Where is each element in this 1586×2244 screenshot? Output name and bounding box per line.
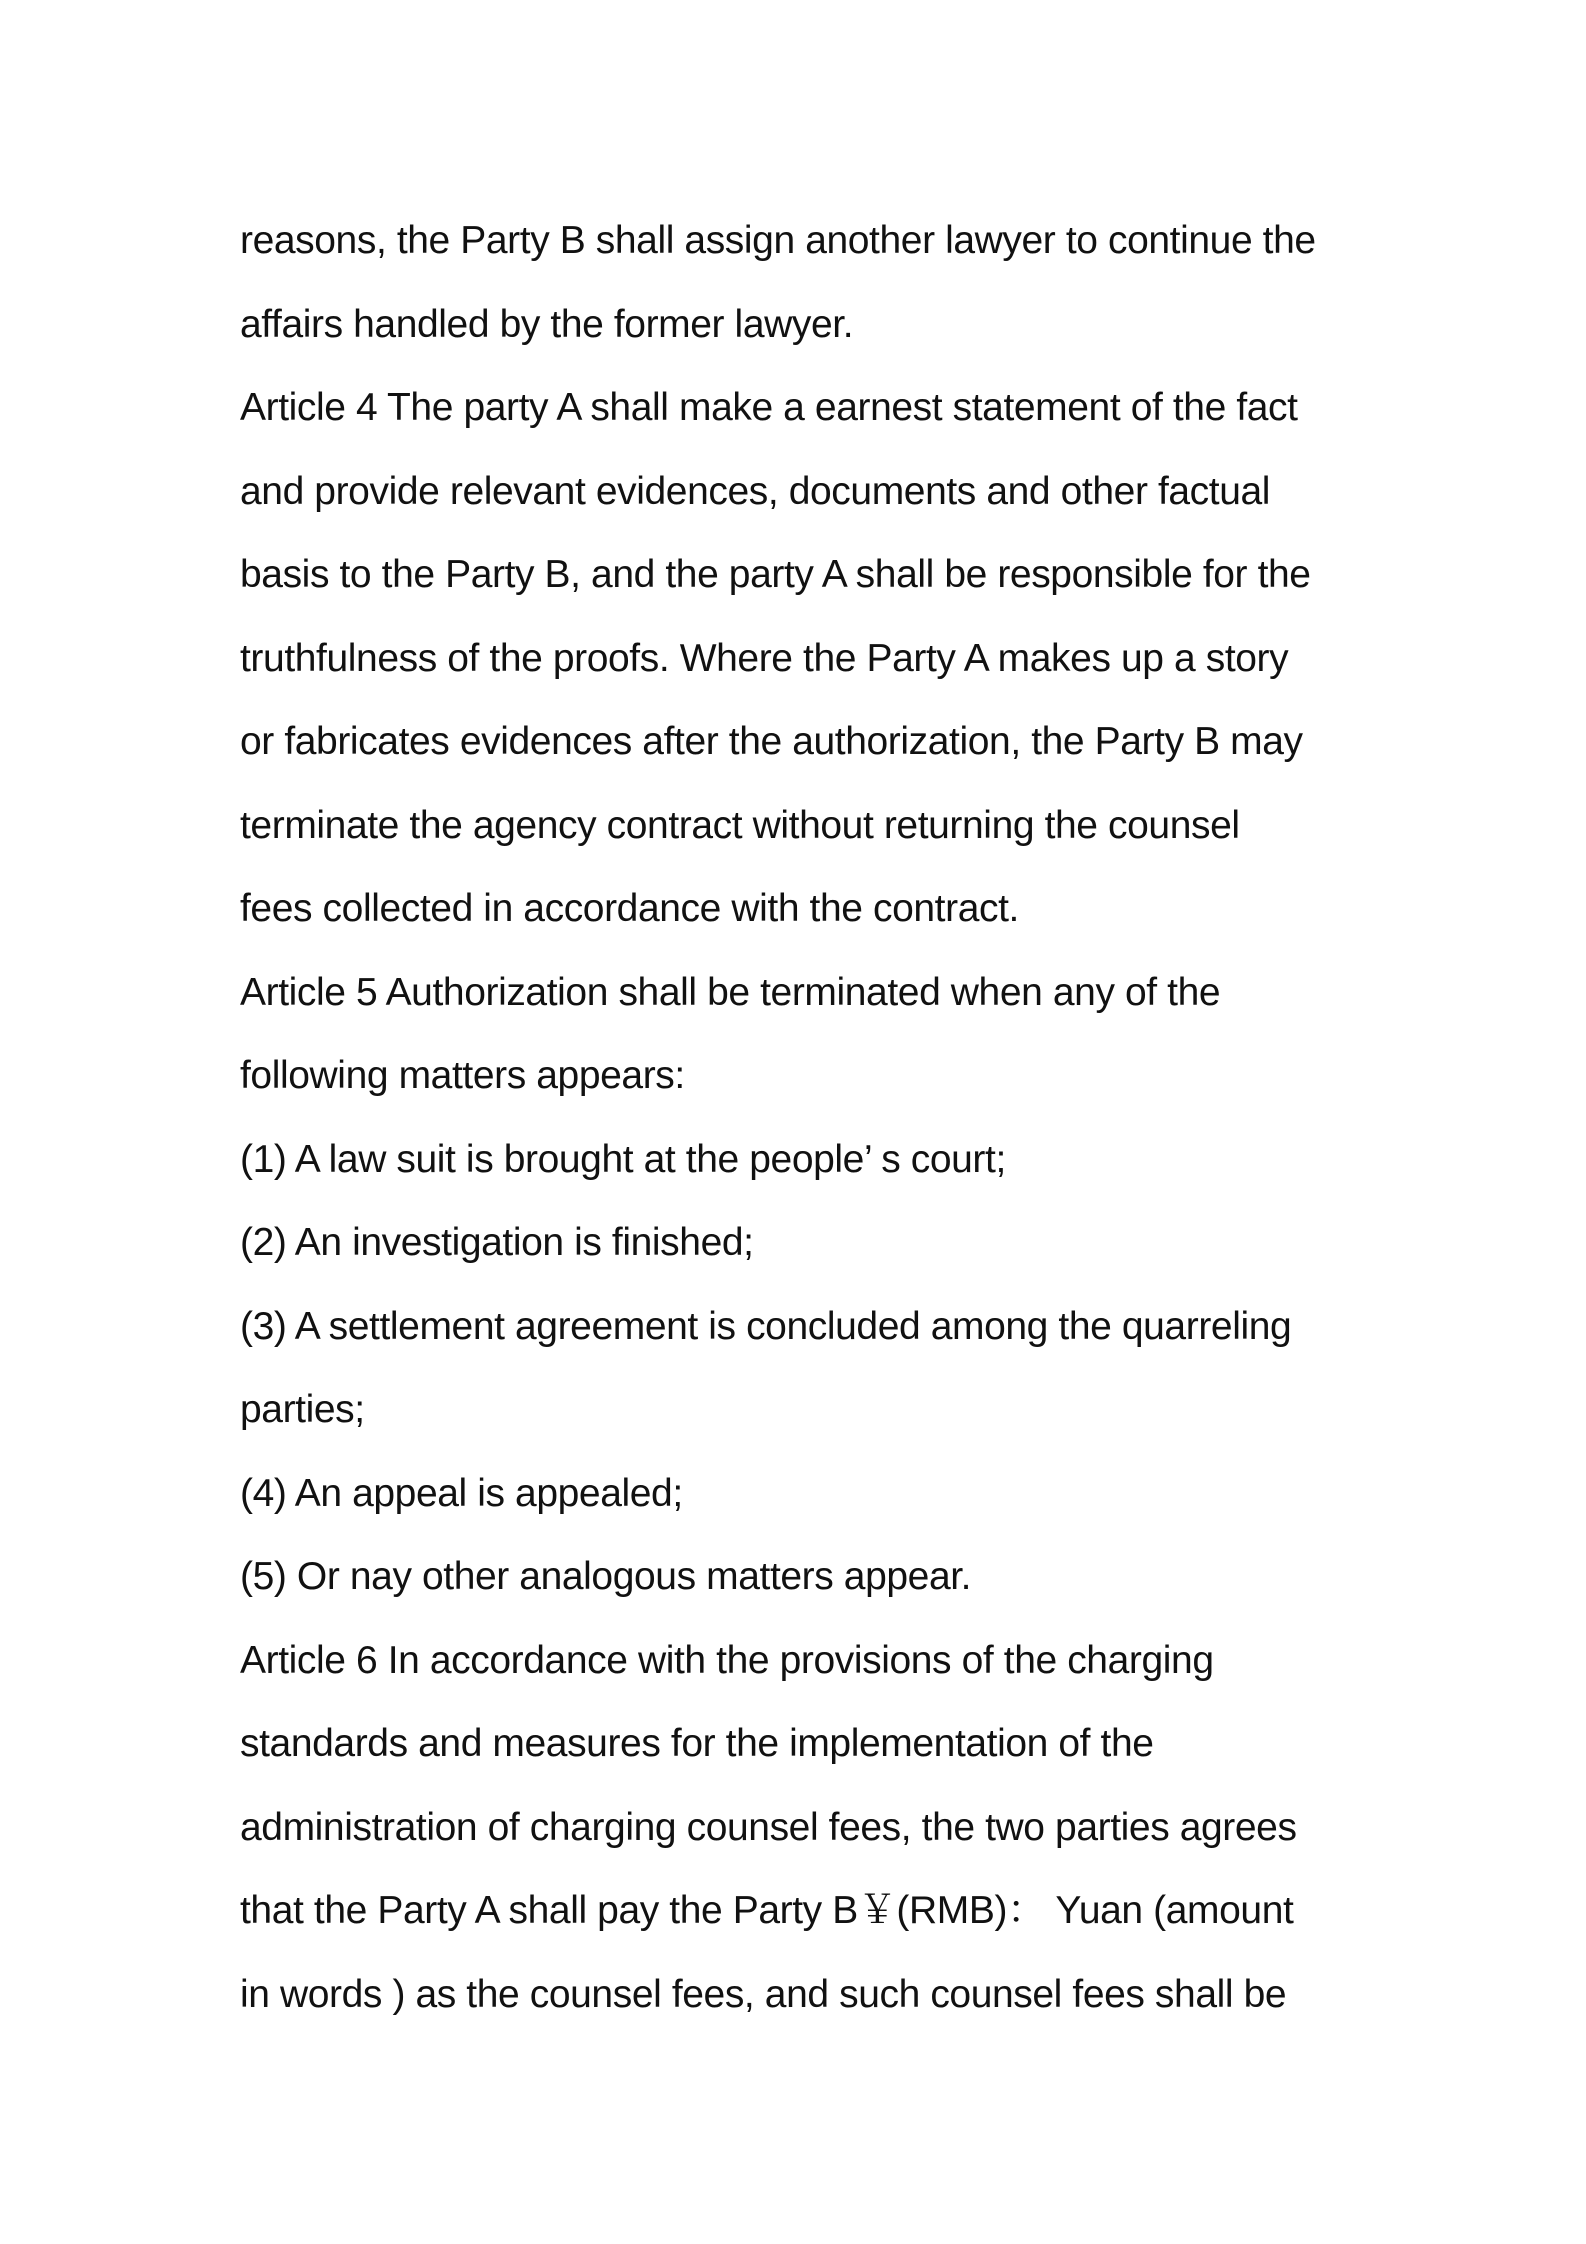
- article-5-heading-line: Article 5 Authorization shall be terminated when any of the: [240, 970, 1221, 1014]
- article-6-heading-line: Article 6 In accordance with the provisions of the charging: [240, 1638, 1214, 1682]
- text-line: standards and measures for the implementation of the: [240, 1722, 1154, 1765]
- text-line: reasons, the Party B shall assign another lawyer to continue the: [240, 219, 1316, 262]
- text-line: basis to the Party B, and the party A shall be responsible for the: [240, 553, 1311, 596]
- text-line: fees collected in accordance with the contract.: [240, 887, 1019, 930]
- text-line: and provide relevant evidences, documents and other factual: [240, 469, 1271, 513]
- text-line: that the Party A shall pay the Party B￥(RMB)： Yuan (amount: [240, 1889, 1294, 1932]
- article-4-heading-line: Article 4 The party A shall make a earnest statement of the fact: [240, 386, 1298, 429]
- text-line: in words ) as the counsel fees, and such counsel fees shall be: [240, 1972, 1287, 2016]
- text-line: following matters appears:: [240, 1054, 685, 1097]
- list-item: (5) Or nay other analogous matters appear.: [240, 1555, 972, 1598]
- text-line: truthfulness of the proofs. Where the Party A makes up a story: [240, 636, 1289, 680]
- text-line: administration of charging counsel fees, the two parties agrees: [240, 1805, 1297, 1849]
- text-line: affairs handled by the former lawyer.: [240, 302, 854, 346]
- list-item: (2) An investigation is finished;: [240, 1221, 754, 1264]
- text-line: or fabricates evidences after the authorization, the Party B may: [240, 720, 1303, 763]
- document-body: [240, 199, 1360, 2036]
- list-item: (3) A settlement agreement is concluded among the quarreling: [240, 1304, 1292, 1348]
- list-item: (4) An appeal is appealed;: [240, 1471, 683, 1515]
- text-line: terminate the agency contract without returning the counsel: [240, 803, 1240, 847]
- text-line: parties;: [240, 1388, 365, 1431]
- list-item: (1) A law suit is brought at the people’ s court;: [240, 1137, 1006, 1181]
